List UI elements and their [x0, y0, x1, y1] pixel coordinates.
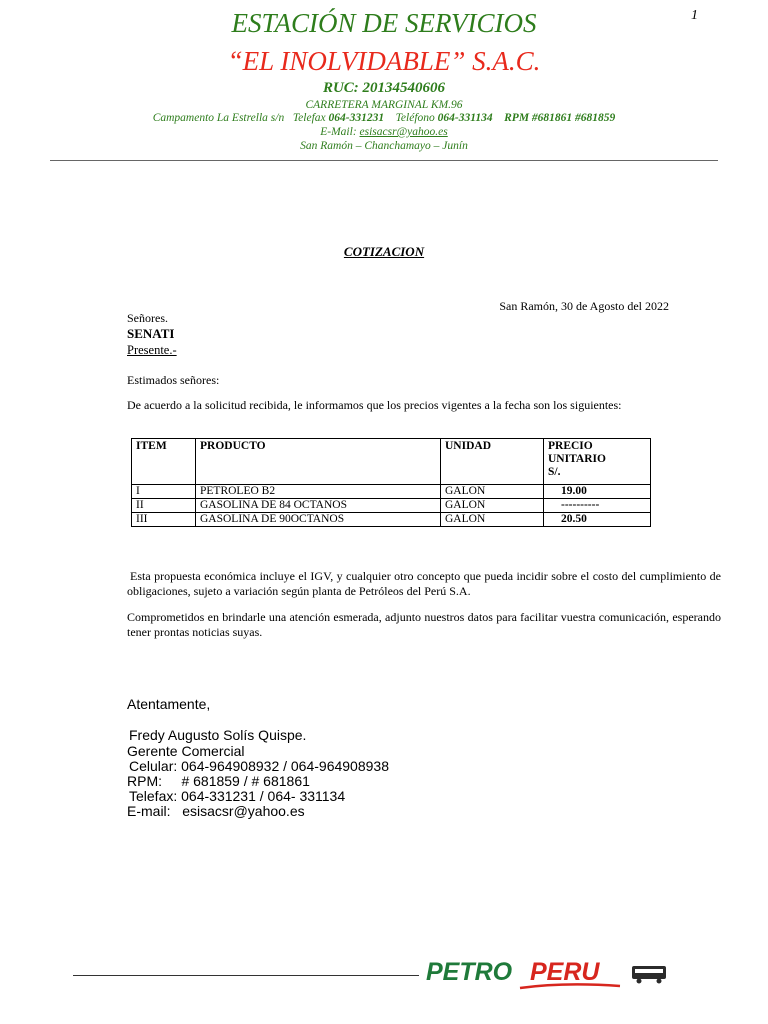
cell-unidad: GALON	[441, 499, 544, 513]
cell-precio: ----------	[544, 499, 651, 513]
cell-producto: GASOLINA DE 90OCTANOS	[196, 513, 441, 527]
intro-text: De acuerdo a la solicitud recibida, le informamos que los precios vigentes a la fecha son los siguientes:	[127, 398, 622, 412]
salutation: Señores.	[127, 311, 168, 325]
signer-telefax: Telefax: 064-331231 / 064- 331134	[129, 788, 346, 804]
header-unidad: UNIDAD	[441, 439, 544, 485]
address-road: CARRETERA MARGINAL KM.96	[305, 99, 463, 111]
cell-precio: 20.50	[544, 513, 651, 527]
cell-item: III	[132, 513, 196, 527]
header-precio-line1: PRECIO	[548, 440, 593, 452]
cell-unidad: GALON	[441, 485, 544, 499]
signer-email: E-mail: esisacsr@yahoo.es	[127, 803, 305, 819]
header-divider	[50, 160, 718, 161]
closing: Atentamente,	[127, 696, 211, 712]
header-item: ITEM	[132, 439, 196, 485]
cell-item: II	[132, 499, 196, 513]
email-label: E-Mail:	[320, 126, 357, 138]
email-line	[0, 125, 768, 139]
petroperu-logo	[424, 952, 674, 994]
recipient: SENATI	[127, 326, 175, 341]
paragraph-igv: Esta propuesta económica incluye el IGV, y cualquier otro concepto que pueda incidir sobre el costo del cumplimiento de obligaciones, sujeto a variación según planta de Petróleos del Perú S.A.	[127, 569, 721, 598]
company-legal-name: “EL INOLVIDABLE” S.A.C.	[227, 46, 541, 76]
cell-precio: 19.00	[544, 485, 651, 499]
document-title: COTIZACION	[343, 244, 425, 259]
telefax-label: Telefax	[292, 112, 326, 124]
city-line: San Ramón – Chanchamayo – Junín	[300, 140, 468, 152]
cell-producto: PETROLEO B2	[196, 485, 441, 499]
cell-unidad: GALON	[441, 513, 544, 527]
telefax-value: 064-331231	[328, 112, 385, 124]
telefono-value: 064-331134	[437, 112, 493, 124]
company-name: ESTACIÓN DE SERVICIOS	[231, 8, 537, 38]
price-table	[131, 438, 651, 527]
contact-line	[0, 111, 768, 125]
telefono-label: Teléfono	[395, 112, 435, 124]
logo-text-peru: PERU	[530, 958, 600, 986]
presente: Presente.-	[127, 343, 177, 357]
greeting: Estimados señores:	[127, 373, 220, 387]
table-row	[132, 499, 651, 513]
email-link[interactable]: esisacsr@yahoo.es	[359, 126, 448, 138]
signer-name: Fredy Augusto Solís Quispe.	[129, 727, 307, 743]
table-header-row	[132, 439, 651, 485]
table-row	[132, 485, 651, 499]
signer-celular: Celular: 064-964908932 / 064-964908938	[129, 758, 389, 774]
table-row	[132, 513, 651, 527]
page-number: 1	[691, 8, 698, 23]
footer-divider	[73, 975, 419, 976]
header-precio-line3: S/.	[548, 466, 561, 478]
header-producto: PRODUCTO	[196, 439, 441, 485]
logo-truck-icon	[632, 966, 666, 984]
cell-item: I	[132, 485, 196, 499]
paragraph-commitment: Comprometidos en brindarle una atención esmerada, adjunto nuestros datos para facilitar vuestra comunicación, esperando tener prontas noticias suyas.	[127, 610, 721, 639]
rpm-line: RPM #681861 #681859	[504, 112, 616, 124]
date-line: San Ramón, 30 de Agosto del 2022	[499, 299, 669, 313]
signer-rpm: RPM: # 681859 / # 681861	[127, 773, 310, 789]
header-precio	[544, 439, 651, 485]
logo-text-petro: PETRO	[426, 958, 513, 986]
cell-producto: GASOLINA DE 84 OCTANOS	[196, 499, 441, 513]
header-precio-line2: UNITARIO	[548, 453, 606, 465]
company-ruc: RUC: 20134540606	[322, 80, 446, 96]
signer-role: Gerente Comercial	[127, 743, 245, 759]
address-camp: Campamento La Estrella s/n	[152, 112, 285, 124]
